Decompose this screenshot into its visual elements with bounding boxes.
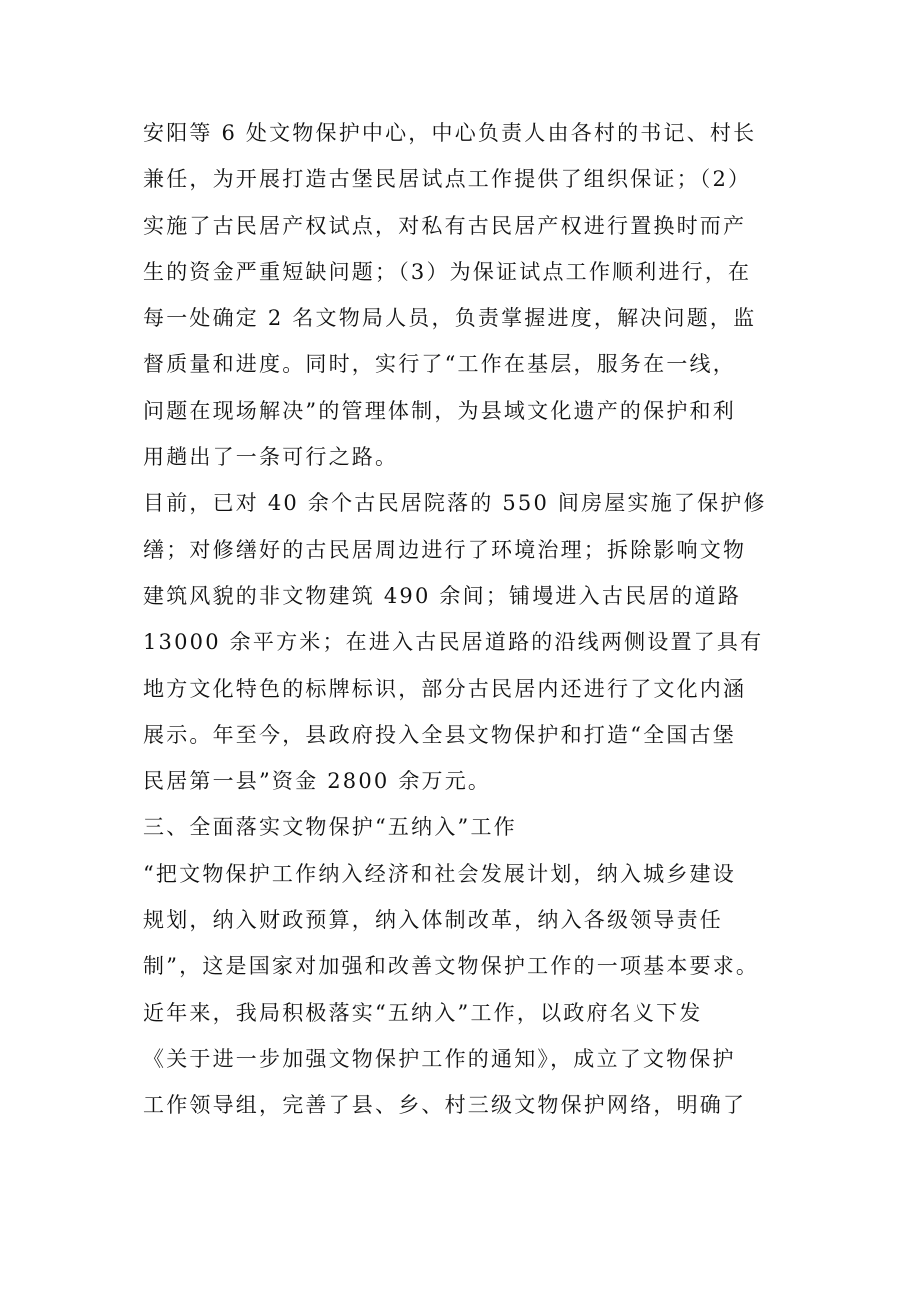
- text-line: 实施了古民居产权试点，对私有古民居产权进行置换时而产: [143, 213, 747, 238]
- text-line: 缮；对修缮好的古民居周边进行了环境治理；拆除影响文物: [143, 537, 747, 562]
- text-line: 安阳等 6 处文物保护中心，中心负责人由各村的书记、村长: [143, 121, 757, 145]
- text-line: 民居第一县”资金 2800 余万元。: [143, 769, 492, 794]
- section-heading: 三、全面落实文物保护“五纳入”工作: [143, 815, 517, 840]
- text-line: 生的资金严重短缺问题；（3）为保证试点工作顺利进行，在: [143, 259, 752, 284]
- text-line: 兼任，为开展打造古堡民居试点工作提供了组织保证；（2）: [143, 167, 752, 192]
- text-line: 近年来，我局积极落实“五纳入”工作，以政府名义下发: [143, 1000, 703, 1025]
- text-line: 《关于进一步加强文物保护工作的通知》，成立了文物保护: [143, 1046, 736, 1071]
- text-line: 建筑风貌的非文物建筑 490 余间；铺墁进入古民居的道路: [143, 583, 742, 608]
- text-line: 用趟出了一条可行之路。: [143, 445, 399, 470]
- text-line: 制”，这是国家对加强和改善文物保护工作的一项基本要求。: [143, 954, 760, 979]
- text-line: 规划，纳入财政预算，纳入体制改革，纳入各级领导责任: [143, 908, 723, 933]
- text-line: “把文物保护工作纳入经济和社会发展计划，纳入城乡建设: [143, 861, 736, 886]
- text-line: 每一处确定 2 名文物局人员，负责掌握进度，解决问题，监: [143, 306, 757, 331]
- text-line: 13000 余平方米；在进入古民居道路的沿线两侧设置了具有: [143, 630, 764, 655]
- text-line: 展示。年至今，县政府投入全县文物保护和打造“全国古堡: [143, 722, 736, 747]
- text-line: 地方文化特色的标牌标识，部分古民居内还进行了文化内涵: [143, 676, 747, 701]
- text-line: 工作领导组，完善了县、乡、村三级文物保护网络，明确了: [143, 1093, 747, 1118]
- text-line: 督质量和进度。同时，实行了“工作在基层，服务在一线，: [143, 352, 736, 377]
- document-body: [143, 110, 803, 1129]
- text-line: 问题在现场解决”的管理体制，为县域文化遗产的保护和利: [143, 398, 736, 423]
- text-line: 目前，已对 40 余个古民居院落的 550 间房屋实施了保护修: [143, 491, 767, 516]
